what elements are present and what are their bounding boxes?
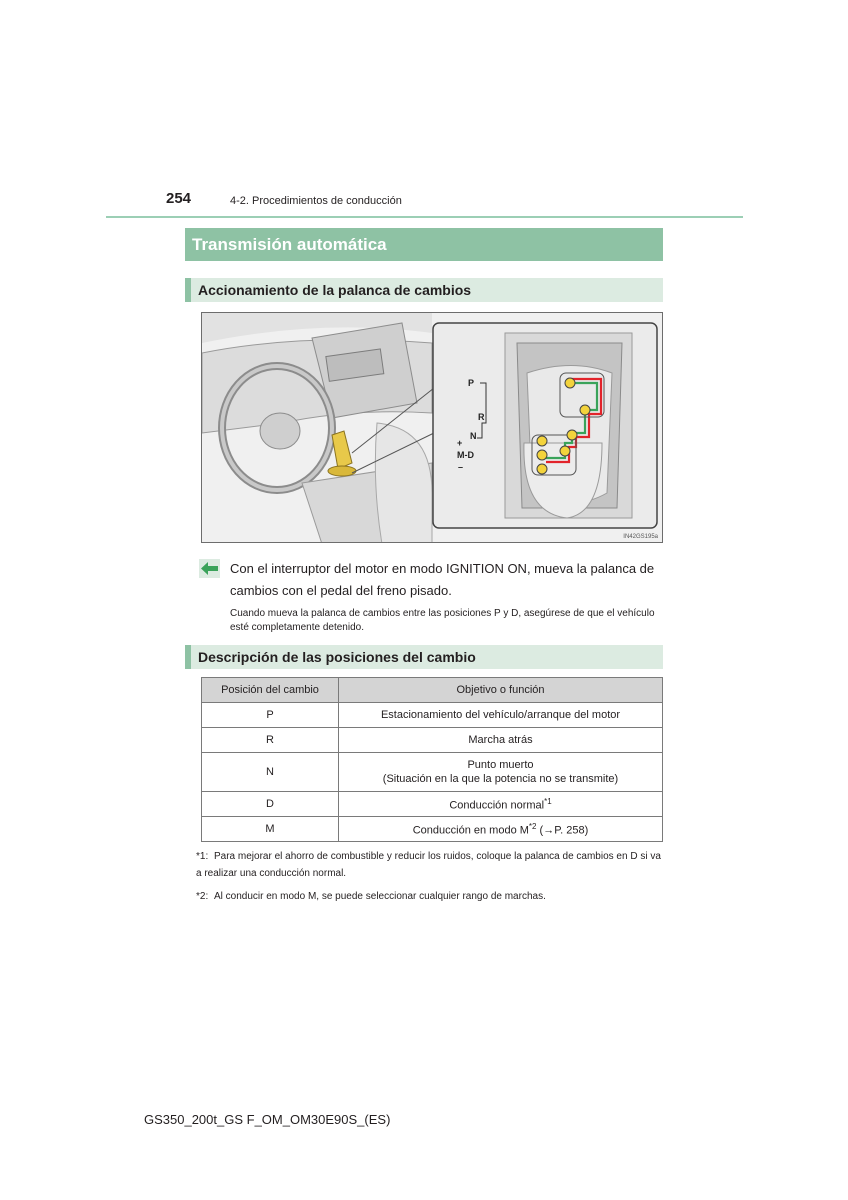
knob-r: [580, 405, 590, 415]
cell-function-text: Conducción normal: [449, 799, 545, 812]
cell-function-text: Conducción en modo M: [412, 824, 529, 837]
footnote-2: [196, 888, 662, 905]
label-r: R: [478, 412, 485, 422]
green-left-arrow-icon: [199, 559, 220, 578]
page-reference: (→P. 258): [536, 824, 589, 837]
table-header-row: [202, 678, 663, 703]
cell-position: R: [202, 728, 339, 753]
table-row: [202, 817, 663, 842]
footnote-ref: *2: [528, 821, 537, 831]
footnote-text: Al conducir en modo M, se puede seleccionar cualquier rango de marchas.: [214, 891, 546, 902]
cell-function: Estacionamiento del vehículo/arranque del motor: [339, 703, 663, 728]
knob-n: [567, 430, 577, 440]
cell-function-line2: (Situación en la que la potencia no se transmite): [382, 773, 619, 785]
cell-function-line1: Punto muerto: [467, 759, 534, 771]
cell-function: [339, 792, 663, 817]
cell-function: [339, 753, 663, 792]
table-row: [202, 753, 663, 792]
footnote-ref: *1: [544, 796, 552, 806]
header-function: Objetivo o función: [339, 678, 663, 703]
subsection-title-positions: Descripción de las posiciones del cambio: [185, 645, 663, 669]
shift-lever-illustration: [201, 312, 663, 543]
chapter-heading: 4-2. Procedimientos de conducción: [230, 195, 402, 207]
header-rule: [106, 216, 743, 218]
table-row: [202, 792, 663, 817]
header-position: Posición del cambio: [202, 678, 339, 703]
cell-function: [339, 817, 663, 842]
cell-position: D: [202, 792, 339, 817]
section-title: Transmisión automática: [185, 228, 663, 261]
knob-plus: [537, 436, 547, 446]
label-m-d: M-D: [457, 450, 474, 460]
label-p: P: [468, 378, 475, 388]
knob-minus: [537, 464, 547, 474]
label-n: N: [470, 431, 477, 441]
instruction-text: Con el interruptor del motor en modo IGNITION ON, mueva la palanca de cambios con el pedal del freno pisado.: [230, 561, 655, 598]
knob-m: [537, 450, 547, 460]
car-interior-drawing: [202, 313, 663, 543]
cell-position: N: [202, 753, 339, 792]
cell-position: P: [202, 703, 339, 728]
footnote-1: [196, 848, 662, 882]
document-code-footer: GS350_200t_GS F_OM_OM30E90S_(ES): [144, 1112, 391, 1127]
knob-d: [560, 446, 570, 456]
instruction-note: Cuando mueva la palanca de cambios entre las posiciones P y D, asegúrese de que el vehículo esté completamente detenido.: [230, 608, 655, 633]
knob-p: [565, 378, 575, 388]
page-number: 254: [166, 190, 192, 207]
footnote-mark: *1:: [196, 851, 209, 862]
figure-code: IN42GS195a: [623, 534, 658, 540]
cell-function: Marcha atrás: [339, 728, 663, 753]
shift-positions-table: [201, 677, 663, 842]
label-plus: +: [457, 438, 463, 448]
table-row: [202, 728, 663, 753]
footnote-mark: *2:: [196, 891, 209, 902]
table-row: [202, 703, 663, 728]
label-minus: –: [458, 462, 464, 472]
subsection-title-lever: Accionamiento de la palanca de cambios: [185, 278, 663, 302]
footnote-text: Para mejorar el ahorro de combustible y reducir los ruidos, coloque la palanca de cambios en D si va a realizar una conducción normal.: [196, 851, 661, 879]
cell-position: M: [202, 817, 339, 842]
